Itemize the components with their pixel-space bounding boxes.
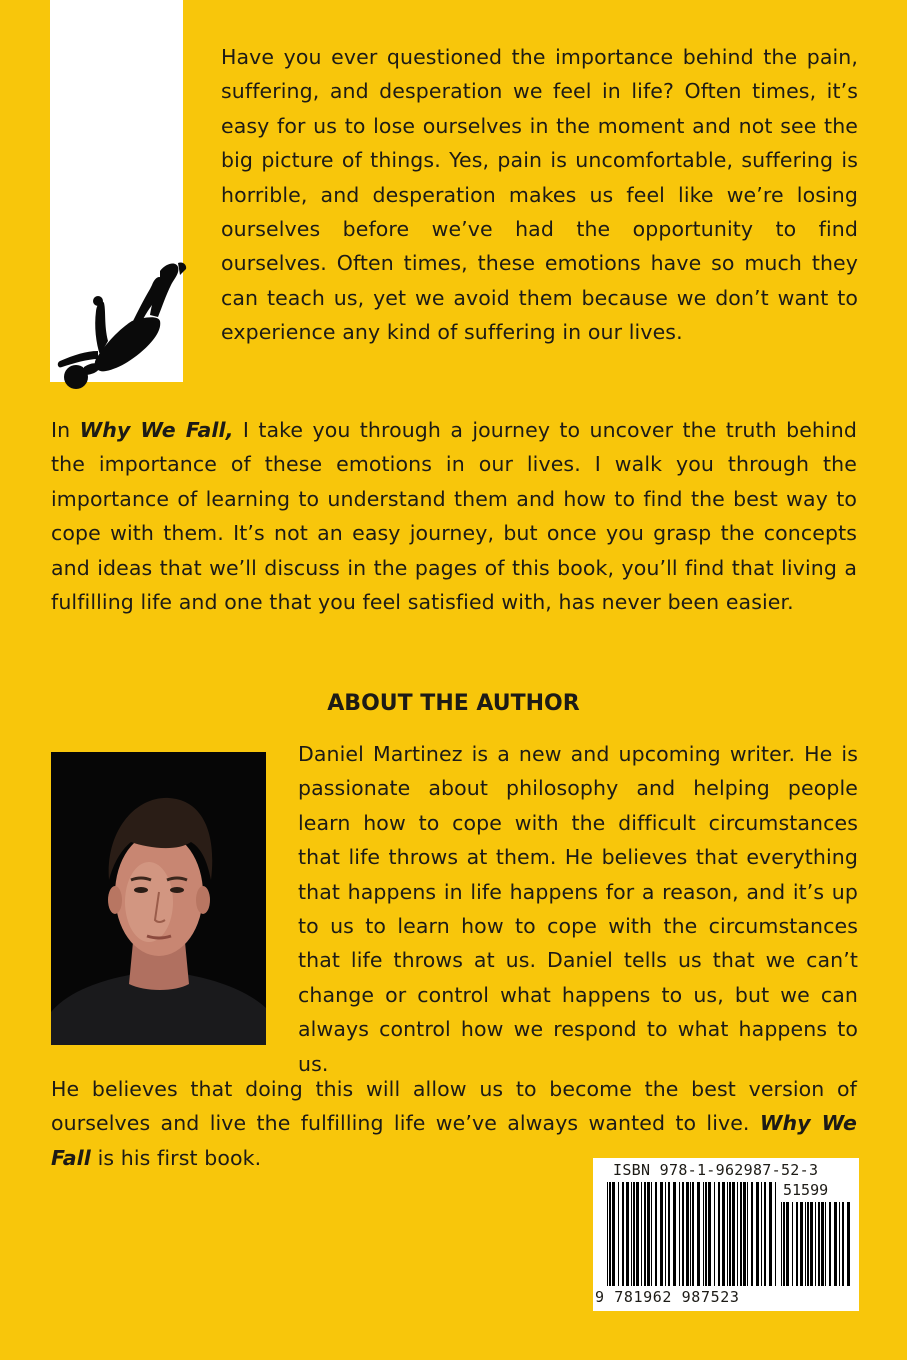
story-paragraph	[51, 413, 857, 619]
book-title: Why We Fall,	[79, 418, 234, 442]
price-code: 51599	[783, 1181, 829, 1199]
story-body: I take you through a journey to uncover the truth behind the importance of these emotions in our lives. I walk you through the importance of learning to understand them and how to find the best way to cope with them. It’s not an easy journey, but once you grasp the concepts and ideas that we’ll discuss in the pages of this book, you’ll find that living a fulfilling life and one that you feel satisfied with, has never been easier.	[51, 418, 858, 615]
isbn-label: ISBN 978-1-962987-52-3	[613, 1161, 819, 1179]
intro-paragraph: Have you ever questioned the importance behind the pain, suffering, and desperation we feel in life? Often times, it’s easy for us to lose ourselves in the moment and not see the big picture of things. Yes, pain is uncomfortable, suffering is horrible, and desperation makes us feel like we’re losing ourselves before we’ve had the opportunity to find ourselves. Often times, these emotions have so much they can teach us, yet we avoid them because we don’t want to experience any kind of suffering in our lives.	[221, 45, 858, 345]
bio-book-title: Why We Fall	[51, 1111, 857, 1170]
story-lead: In	[51, 418, 80, 442]
falling-person-icon	[40, 255, 200, 395]
about-author-heading: ABOUT THE AUTHOR	[327, 691, 580, 716]
author-photo	[51, 752, 266, 1045]
author-portrait-icon	[51, 752, 266, 1045]
barcode-box	[593, 1158, 859, 1311]
barcode-bars	[607, 1182, 779, 1286]
price-barcode-bars	[781, 1202, 851, 1286]
barcode-digits: 9 781962 987523	[595, 1288, 740, 1306]
bio-part2: He believes that doing this will allow us to become the best version of ourselves and live the fulfilling life we’ve always wanted to live.	[51, 1077, 857, 1136]
author-bio: Daniel Martinez is a new and upcoming writer. He is passionate about philosophy and helping people learn how to cope with the difficult circumstances that life throws at them. He believes that everything that happens in life happens for a reason, and it’s up to us to learn how to cope with the circumstances that life throws at us. Daniel tells us that we can’t change or control what happens to us, but we can always control how we respond to what happens to us.	[298, 742, 858, 1076]
bio-ending: is his first book.	[90, 1145, 262, 1170]
